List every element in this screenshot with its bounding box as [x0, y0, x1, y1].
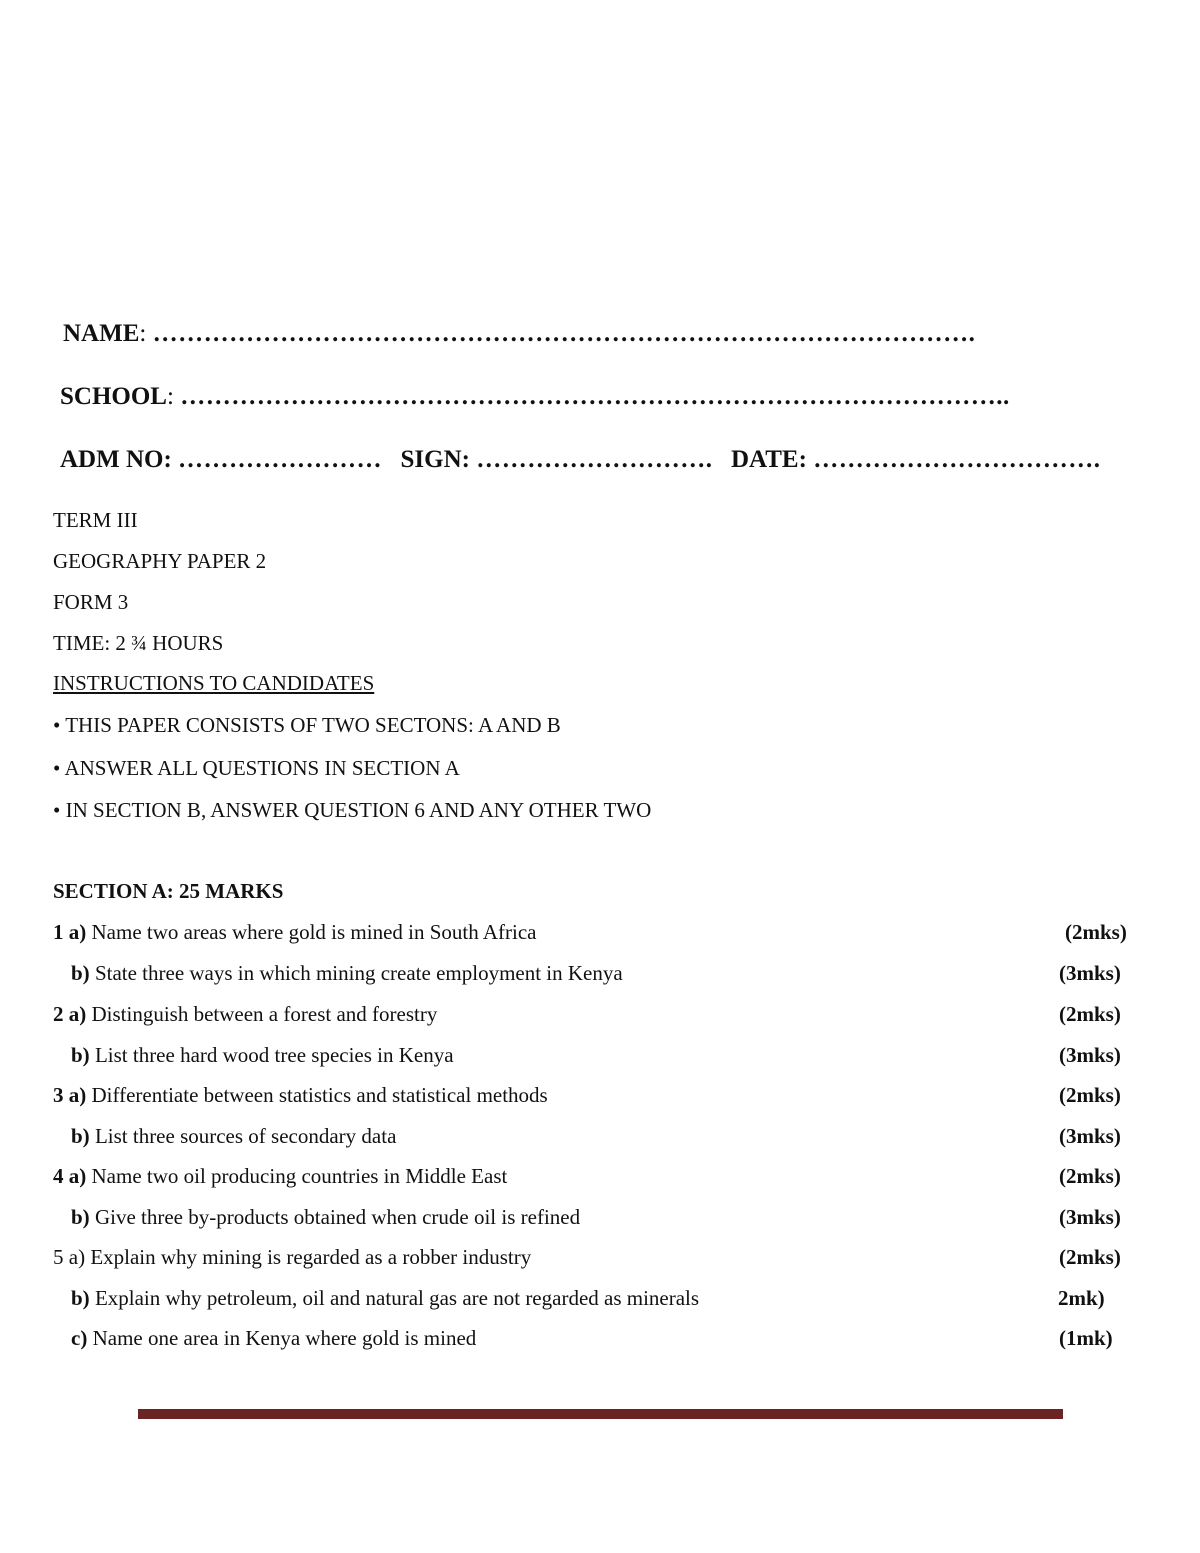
sign-field[interactable]	[401, 446, 713, 473]
exam-time: TIME: 2 ¾ HOURS	[53, 631, 224, 655]
bullet-icon: •	[53, 798, 61, 822]
question-4a: 4 a) Name two oil producing countries in Middle East	[53, 1164, 508, 1188]
footer-rule	[138, 1409, 1063, 1419]
marks-1b: (3mks)	[1059, 961, 1121, 985]
question-5b: b) Explain why petroleum, oil and natural gas are not regarded as minerals	[71, 1286, 700, 1310]
exam-term: TERM III	[53, 508, 138, 532]
exam-form: FORM 3	[53, 590, 129, 614]
date-field[interactable]	[731, 446, 1100, 473]
date-label: DATE:	[731, 446, 807, 473]
marks-4b: (3mks)	[1059, 1205, 1121, 1229]
adm-label: ADM NO:	[60, 446, 172, 473]
section-a-heading: SECTION A: 25 MARKS	[53, 879, 284, 903]
sign-label: SIGN:	[400, 446, 470, 473]
marks-2b: (3mks)	[1059, 1043, 1121, 1067]
school-label: SCHOOL	[60, 383, 167, 410]
question-4b: b) Give three by-products obtained when crude oil is refined	[71, 1205, 581, 1229]
adm-sign-date-row	[60, 446, 1100, 474]
marks-3b: (3mks)	[1059, 1124, 1121, 1148]
question-2a: 2 a) Distinguish between a forest and forestry	[53, 1002, 438, 1026]
marks-5a: (2mks)	[1059, 1245, 1121, 1269]
question-3b: b) List three sources of secondary data	[71, 1124, 397, 1148]
question-2b: b) List three hard wood tree species in Kenya	[71, 1043, 454, 1067]
marks-2a: (2mks)	[1059, 1002, 1121, 1026]
instructions-heading: INSTRUCTIONS TO CANDIDATES	[53, 671, 375, 695]
bullet-icon: •	[53, 756, 61, 780]
name-field[interactable]: NAME: …………………………………………………………………………………….	[63, 320, 976, 347]
sign-dots: ……………………….	[476, 446, 713, 473]
marks-4a: (2mks)	[1059, 1164, 1121, 1188]
question-3a: 3 a) Differentiate between statistics and statistical methods	[53, 1083, 548, 1107]
instruction-item: • IN SECTION B, ANSWER QUESTION 6 AND ANY OTHER TWO	[53, 798, 652, 822]
exam-subject: GEOGRAPHY PAPER 2	[53, 549, 267, 573]
name-label: NAME	[63, 320, 140, 347]
adm-field[interactable]	[60, 446, 382, 473]
date-dots: …………………………….	[813, 446, 1101, 473]
school-dots: ……………………………………………………………………………………..	[180, 383, 1010, 410]
school-field[interactable]: SCHOOL: ……………………………………………………………………………………..	[60, 383, 1010, 410]
adm-dots: ……………………	[178, 446, 383, 473]
instruction-item: • THIS PAPER CONSISTS OF TWO SECTONS: A AND B	[53, 713, 561, 737]
marks-1a: (2mks)	[1065, 920, 1127, 944]
marks-5b: 2mk)	[1058, 1286, 1105, 1310]
question-1b: b) State three ways in which mining create employment in Kenya	[71, 961, 623, 985]
question-1a: 1 a) Name two areas where gold is mined in South Africa	[53, 920, 537, 944]
marks-5c: (1mk)	[1059, 1326, 1113, 1350]
question-5a: 5 a) Explain why mining is regarded as a robber industry	[53, 1245, 532, 1269]
instruction-item: • ANSWER ALL QUESTIONS IN SECTION A	[53, 756, 460, 780]
question-5c: c) Name one area in Kenya where gold is mined	[71, 1326, 477, 1350]
marks-3a: (2mks)	[1059, 1083, 1121, 1107]
name-dots: …………………………………………………………………………………….	[152, 320, 976, 347]
bullet-icon: •	[53, 713, 61, 737]
